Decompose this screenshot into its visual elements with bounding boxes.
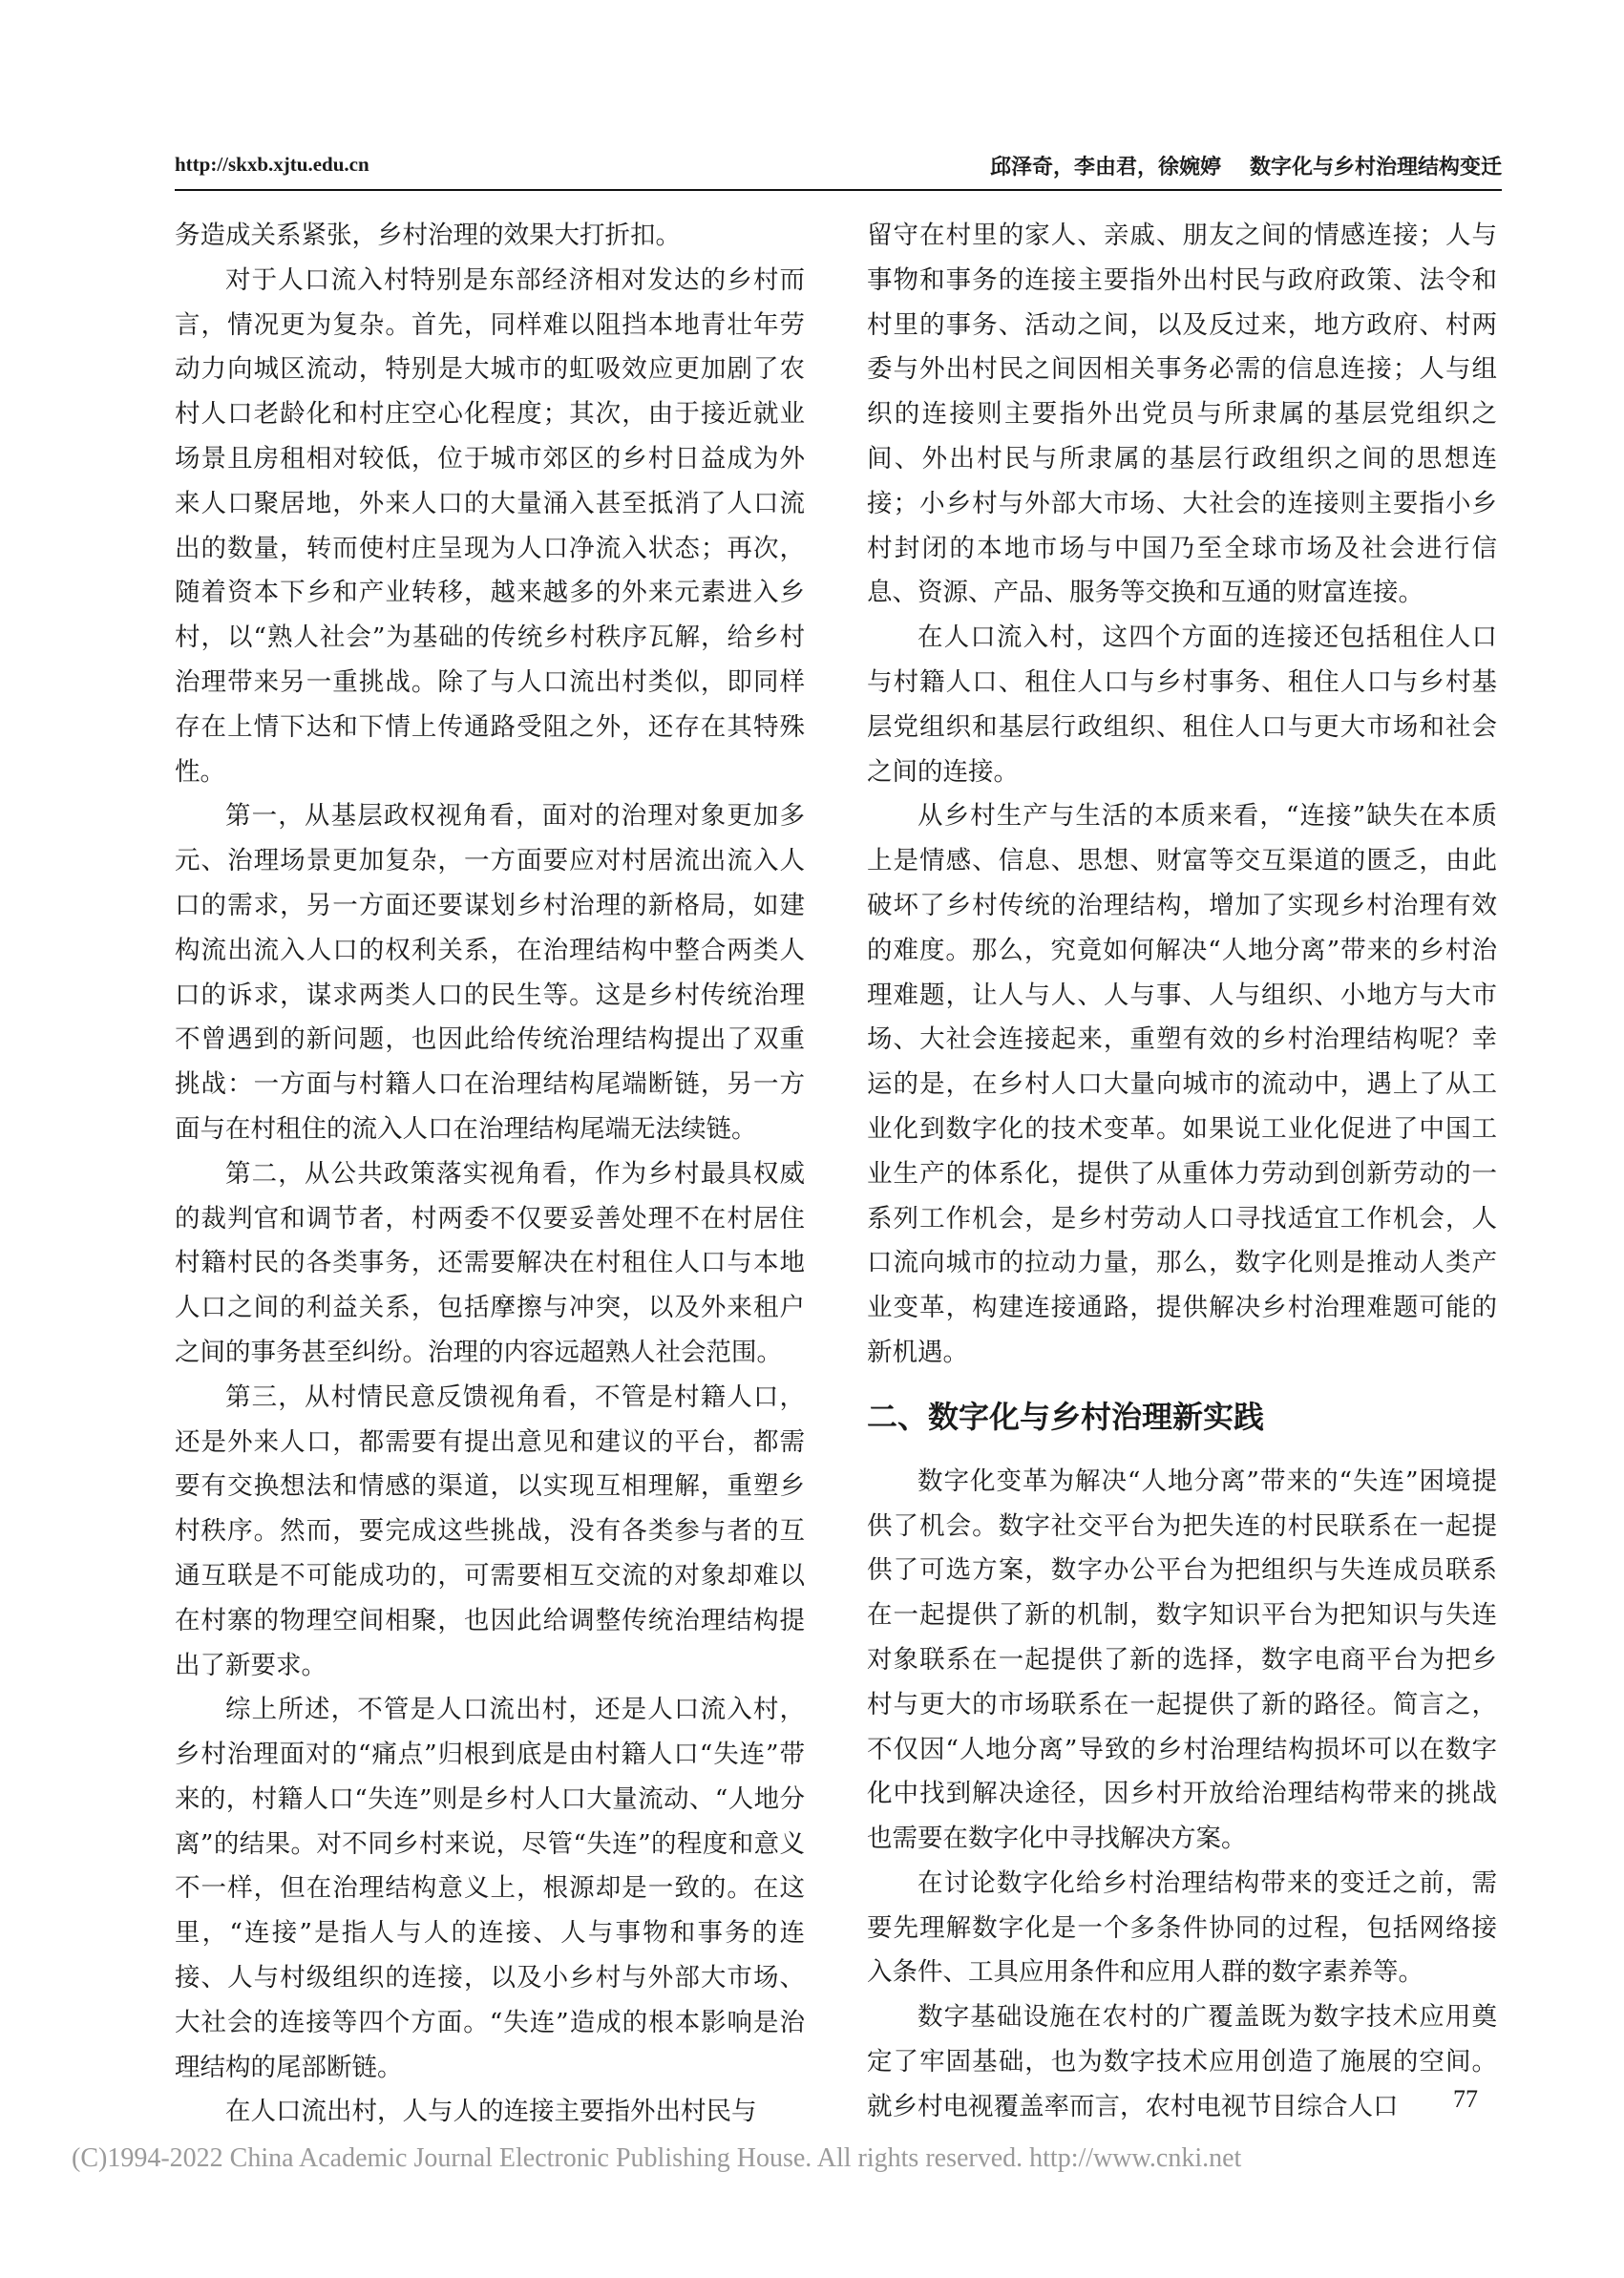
paragraph: 在人口流出村，人与人的连接主要指外出村民与 — [225, 2097, 757, 2127]
page-number: 77 — [1453, 2085, 1478, 2113]
copyright-footer: (C)1994-2022 China Academic Journal Electronic Publishing House. All rights reserved. http://www.cnki.net — [72, 2143, 1242, 2173]
header-authors: 邱泽奇，李由君，徐婉婷 — [989, 156, 1221, 179]
running-header — [175, 143, 1502, 191]
paragraph: 留守在村里的家人、亲戚、朋友之间的情感连接；人与事物和事务的连接主要指外出村民与政府政策、法令和村里的事务、活动之间，以及反过来，地方政府、村两委与外出村民之间因相关事务必需的信息连接；人与组织的连接则主要指外出党员与所隶属的基层党组织之间、外出村民与所隶属的基层行政组织之间的思想连接；小乡村与外部大市场、大社会的连接则主要指小乡村封闭的本地市场与中国乃至全球市场及社会进行信息、资源、产品、服务等交换和互通的财富连接。 — [867, 221, 1497, 608]
header-title: 数字化与乡村治理结构变迁 — [1249, 156, 1502, 179]
paragraph: 务造成关系紧张，乡村治理的效果大打折扣。 — [175, 221, 681, 250]
paragraph: 第一，从基层政权视角看，面对的治理对象更加多元、治理场景更加复杂，一方面要应对村居流出流入人口的需求，另一方面还要谋划乡村治理的新格局，如建构流出流入人口的权利关系，在治理结构中整合两类人口的诉求，谋求两类人口的民生等。这是乡村传统治理不曾遇到的新问题，也因此给传统治理结构提出了双重挑战：一方面与村籍人口在治理结构尾端断链，另一方面与在村租住的流入人口在治理结构尾端无法续链。 — [175, 801, 805, 1144]
right-column — [867, 214, 1497, 2130]
paragraph: 数字基础设施在农村的广覆盖既为数字技术应用奠定了牢固基础，也为数字技术应用创造了施展的空间。就乡村电视覆盖率而言，农村电视节目综合人口 — [867, 2002, 1497, 2121]
left-column — [175, 214, 805, 2135]
section-heading: 二、数字化与乡村治理新实践 — [867, 1398, 1265, 1435]
paragraph: 在讨论数字化给乡村治理结构带来的变迁之前，需要先理解数字化是一个多条件协同的过程，包括网络接入条件、工具应用条件和应用人群的数字素养等。 — [867, 1867, 1497, 1988]
paragraph: 第二，从公共政策落实视角看，作为乡村最具权威的裁判官和调节者，村两委不仅要妥善处理不在村居住村籍村民的各类事务，还需要解决在村租住人口与本地人口之间的利益关系，包括摩擦与冲突，以及外来租户之间的事务甚至纠纷。治理的内容远超熟人社会范围。 — [175, 1158, 805, 1367]
paragraph: 从乡村生产与生活的本质来看，“连接”缺失在本质上是情感、信息、思想、财富等交互渠道的匮乏，由此破坏了乡村传统的治理结构，增加了实现乡村治理有效的难度。那么，究竟如何解决“人地分离”带来的乡村治理难题，让人与人、人与事、人与组织、小地方与大市场、大社会连接起来，重塑有效的乡村治理结构呢？幸运的是，在乡村人口大量向城市的流动中，遇上了从工业化到数字化的技术变革。如果说工业化促进了中国工业生产的体系化，提供了从重体力劳动到创新劳动的一系列工作机会，是乡村劳动人口寻找适宜工作机会，人口流向城市的拉动力量，那么，数字化则是推动人类产业变革，构建连接通路，提供解决乡村治理难题可能的新机遇。 — [867, 801, 1497, 1367]
paragraph: 在人口流入村，这四个方面的连接还包括租住人口与村籍人口、租住人口与乡村事务、租住人口与乡村基层党组织和基层行政组织、租住人口与更大市场和社会之间的连接。 — [867, 622, 1497, 787]
paragraph: 综上所述，不管是人口流出村，还是人口流入村，乡村治理面对的“痛点”归根到底是由村籍人口“失连”带来的，村籍人口“失连”则是乡村人口大量流动、“人地分离”的结果。对不同乡村来说，尽管“失连”的程度和意义不一样，但在治理结构意义上，根源却是一致的。在这里，“连接”是指人与人的连接、人与事物和事务的连接、人与村级组织的连接，以及小乡村与外部大市场、大社会的连接等四个方面。“失连”造成的根本影响是治理结构的尾部断链。 — [175, 1695, 805, 2082]
paragraph: 第三，从村情民意反馈视角看，不管是村籍人口，还是外来人口，都需要有提出意见和建议的平台，都需要有交换想法和情感的渠道，以实现互相理解，重塑乡村秩序。然而，要完成这些挑战，没有各类参与者的互通互联是不可能成功的，可需要相互交流的对象却难以在村寨的物理空间相聚，也因此给调整传统治理结构提出了新要求。 — [175, 1382, 805, 1680]
paragraph: 对于人口流入村特别是东部经济相对发达的乡村而言，情况更为复杂。首先，同样难以阻挡本地青壮年劳动力向城区流动，特别是大城市的虹吸效应更加剧了农村人口老龄化和村庄空心化程度；其次，由于接近就业场景且房租相对较低，位于城市郊区的乡村日益成为外来人口聚居地，外来人口的大量涌入甚至抵消了人口流出的数量，转而使村庄呈现为人口净流入状态；再次，随着资本下乡和产业转移，越来越多的外来元素进入乡村，以“熟人社会”为基础的传统乡村秩序瓦解，给乡村治理带来另一重挑战。除了与人口流出村类似，即同样存在上情下达和下情上传通路受阻之外，还存在其特殊性。 — [175, 264, 805, 787]
header-right — [990, 151, 1502, 180]
paragraph: 数字化变革为解决“人地分离”带来的“失连”困境提供了机会。数字社交平台为把失连的村民联系在一起提供了可选方案，数字办公平台为把组织与失连成员联系在一起提供了新的机制，数字知识平台为把知识与失连对象联系在一起提供了新的选择，数字电商平台为把乡村与更大的市场联系在一起提供了新的路径。简言之，不仅因“人地分离”导致的乡村治理结构损坏可以在数字化中找到解决途径，因乡村开放给治理结构带来的挑战也需要在数字化中寻找解决方案。 — [867, 1466, 1497, 1854]
journal-url[interactable]: http://skxb.xjtu.edu.cn — [175, 153, 369, 176]
